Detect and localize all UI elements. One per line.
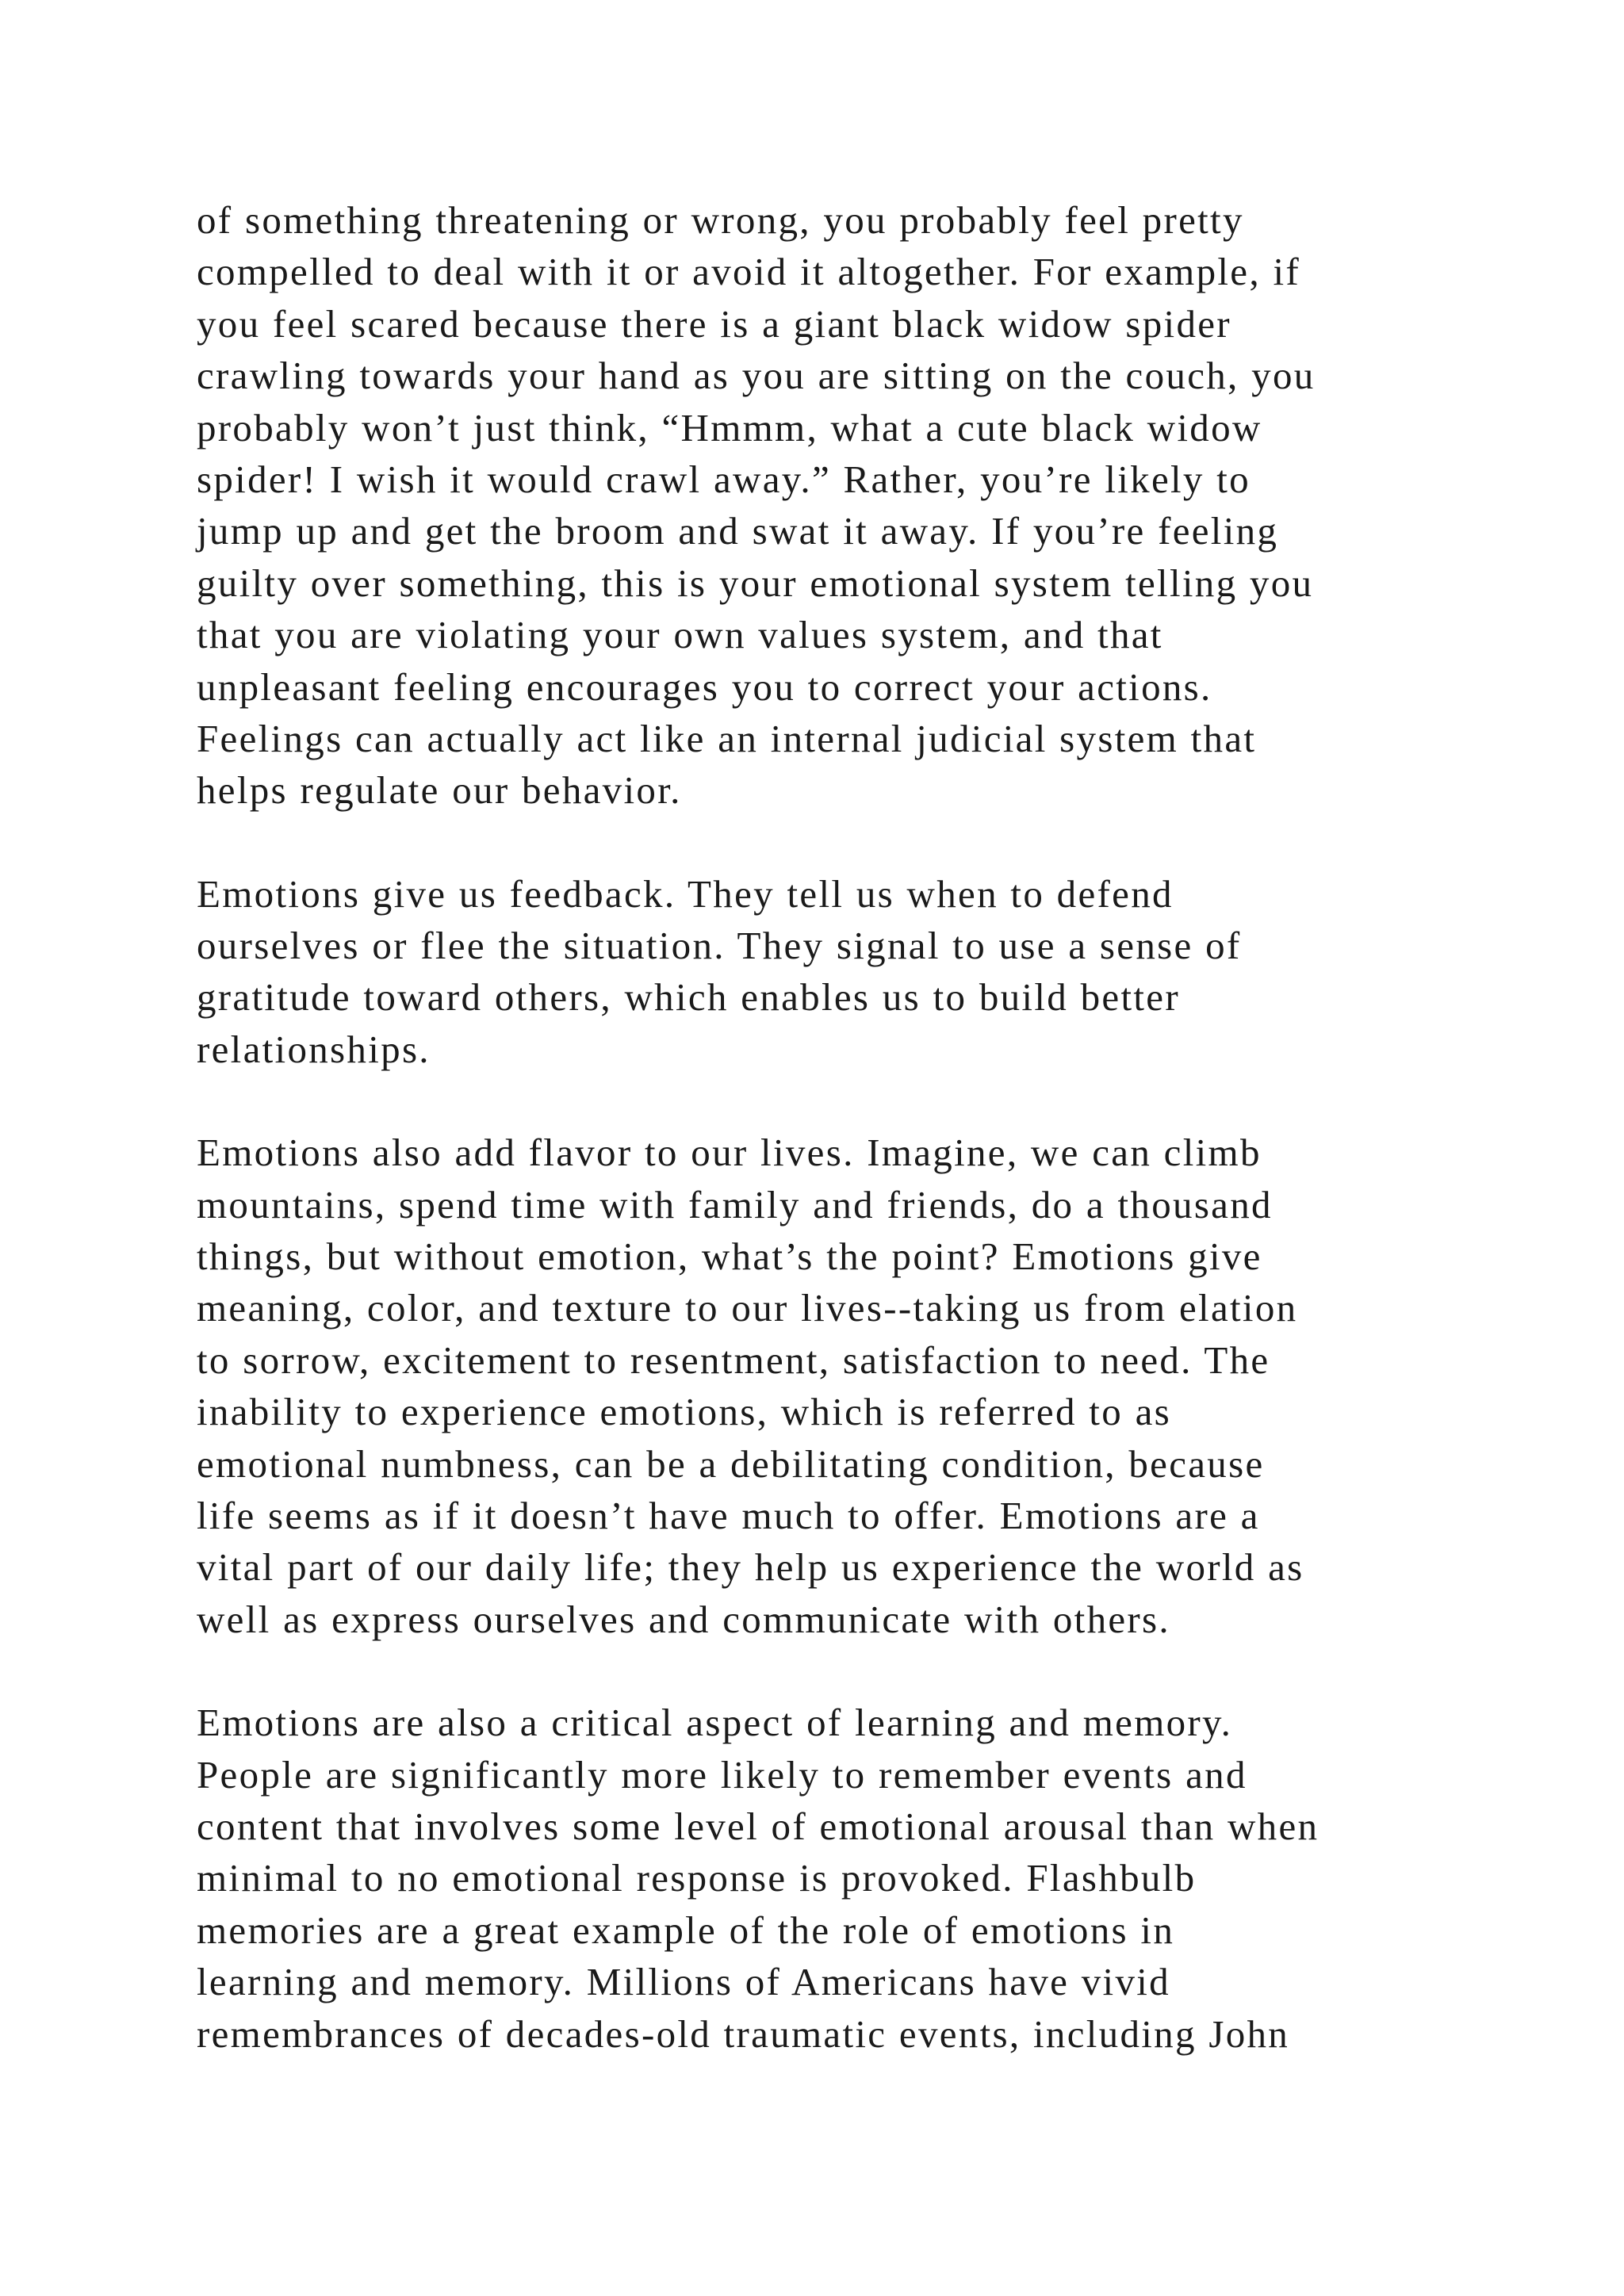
text-line: Emotions give us feedback. They tell us when to defend — [197, 871, 1174, 916]
text-line: gratitude toward others, which enables us to build better — [197, 975, 1180, 1020]
text-line: People are significantly more likely to remember events and — [197, 1752, 1247, 1797]
text-line: inability to experience emotions, which is referred to as — [197, 1390, 1171, 1434]
text-line: well as express ourselves and communicate with others. — [197, 1597, 1170, 1641]
text-line: life seems as if it doesn’t have much to offer. Emotions are a — [197, 1493, 1260, 1537]
text-line: content that involves some level of emotional arousal than when — [197, 1804, 1320, 1848]
text-line: helps regulate our behavior. — [197, 768, 682, 813]
paragraph-3 — [197, 1127, 1513, 1645]
text-line: you feel scared because there is a giant black widow spider — [197, 301, 1231, 346]
text-line: learning and memory. Millions of Americans have vivid — [197, 1960, 1170, 2004]
text-line: mountains, spend time with family and friends, do a thousand — [197, 1182, 1273, 1226]
text-line: Emotions are also a critical aspect of learning and memory. — [197, 1701, 1233, 1745]
text-line: vital part of our daily life; they help us experience the world as — [197, 1545, 1304, 1590]
text-line: Emotions also add flavor to our lives. Imagine, we can climb — [197, 1131, 1262, 1175]
text-line: crawling towards your hand as you are sitting on the couch, you — [197, 354, 1316, 398]
text-line: to sorrow, excitement to resentment, satisfaction to need. The — [197, 1337, 1270, 1382]
text-line: memories are a great example of the role of emotions in — [197, 1908, 1175, 1952]
text-line: of something threatening or wrong, you probably feel pretty — [197, 198, 1244, 242]
text-line: unpleasant feeling encourages you to correct your actions. — [197, 664, 1212, 709]
text-line: that you are violating your own values system, and that — [197, 613, 1163, 657]
text-line: remembrances of decades-old traumatic events, including John — [197, 2011, 1290, 2056]
body-text — [197, 194, 1513, 2111]
text-line: guilty over something, this is your emotional system telling you — [197, 561, 1314, 605]
text-line: relationships. — [197, 1027, 431, 1071]
text-line: probably won’t just think, “Hmmm, what a cute black widow — [197, 405, 1262, 450]
text-line: minimal to no emotional response is provoked. Flashbulb — [197, 1856, 1197, 1900]
paragraph-1 — [197, 194, 1513, 817]
text-line: things, but without emotion, what’s the point? Emotions give — [197, 1234, 1262, 1279]
text-line: emotional numbness, can be a debilitating condition, because — [197, 1441, 1265, 1486]
text-line: jump up and get the broom and swat it away. If you’re feeling — [197, 509, 1279, 553]
text-line: compelled to deal with it or avoid it altogether. For example, if — [197, 250, 1300, 294]
text-line: spider! I wish it would crawl away.” Rather, you’re likely to — [197, 457, 1251, 501]
text-line: meaning, color, and texture to our lives--taking us from elation — [197, 1286, 1298, 1330]
paragraph-2 — [197, 868, 1513, 1076]
text-line: Feelings can actually act like an internal judicial system that — [197, 716, 1257, 760]
text-line: ourselves or flee the situation. They signal to use a sense of — [197, 924, 1242, 968]
paragraph-4 — [197, 1697, 1513, 2060]
